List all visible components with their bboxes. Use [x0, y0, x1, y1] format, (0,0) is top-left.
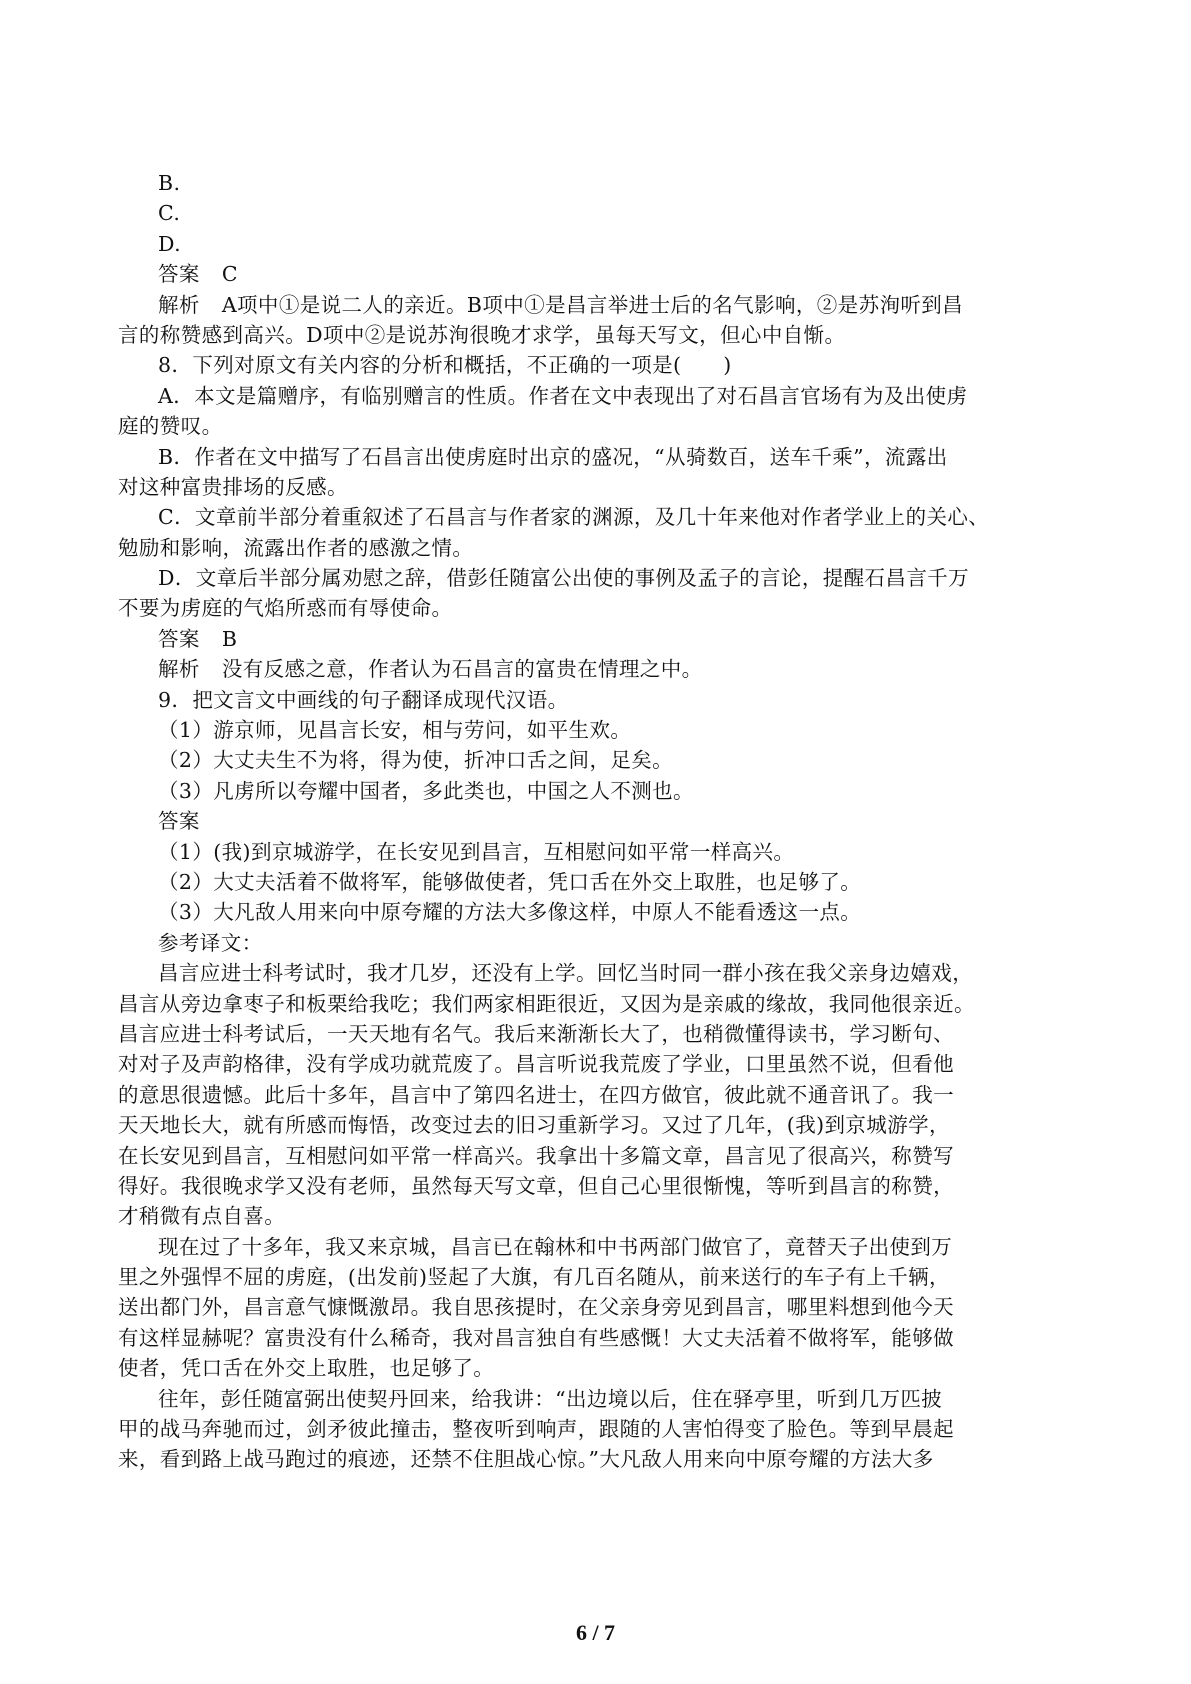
q9-sentence-3: （3）凡虏所以夸耀中国者，多此类也，中国之人不测也。	[158, 778, 694, 803]
option-c: C.	[158, 201, 181, 226]
answer-value: B	[221, 626, 238, 651]
q8-stem: 8．下列对原文有关内容的分析和概括，不正确的一项是( )	[158, 353, 732, 378]
q7-analysis-cont: 言的称赞感到高兴。D项中②是说苏洵很晚才求学，虽每天写文，但心中自惭。	[118, 322, 846, 347]
translation-line: 在长安见到昌言，互相慰问如平常一样高兴。我拿出十多篇文章，昌言见了很高兴，称赞写	[118, 1143, 954, 1168]
q8-analysis	[118, 654, 1080, 684]
q8-option-a-cont: 庭的赞叹。	[118, 414, 223, 439]
translation-line: 使者，凭口舌在外交上取胜，也足够了。	[118, 1356, 495, 1381]
answer-value: C	[221, 262, 238, 287]
q8-option-d: D．文章后半部分属劝慰之辞，借彭任随富公出使的事例及孟子的言论，提醒石昌言千万	[158, 566, 970, 591]
page-number: 6 / 7	[575, 1620, 616, 1645]
answer-label: 答案	[158, 626, 200, 651]
q8-option-d-cont: 不要为虏庭的气焰所惑而有辱使命。	[118, 596, 453, 621]
translation-line: 才稍微有点自喜。	[118, 1204, 286, 1229]
q8-option-b: B．作者在文中描写了石昌言出使虏庭时出京的盛况，“从骑数百，送车千乘”，流露出	[158, 444, 948, 469]
analysis-text: A项中①是说二人的亲近。B项中①是昌言举进士后的名气影响，②是苏洵听到昌	[221, 292, 964, 317]
q9-answer-3: （3）大凡敌人用来向中原夸耀的方法大多像这样，中原人不能看透这一点。	[158, 900, 862, 925]
document-body	[118, 168, 1080, 1475]
analysis-label: 解析	[158, 657, 200, 682]
translation-line: 甲的战马奔驰而过，剑矛彼此撞击，整夜听到响声，跟随的人害怕得变了脸色。等到早晨起	[118, 1417, 954, 1442]
q8-option-b-cont: 对这种富贵排场的反感。	[118, 474, 348, 499]
translation-line: 有这样显赫呢？富贵没有什么稀奇，我对昌言独自有些感慨！大丈夫活着不做将军，能够做	[118, 1325, 954, 1350]
option-b: B.	[158, 171, 181, 195]
q9-answer-2: （2）大丈夫活着不做将军，能够做使者，凭口舌在外交上取胜，也足够了。	[158, 869, 862, 894]
translation-line: 往年，彭任随富弼出使契丹回来，给我讲：“出边境以后，住在驿亭里，听到几万匹披	[158, 1386, 943, 1411]
answer-label: 答案	[158, 262, 200, 287]
q8-option-c-cont: 勉励和影响，流露出作者的感激之情。	[118, 535, 474, 560]
q9-stem: 9．把文言文中画线的句子翻译成现代汉语。	[158, 687, 569, 712]
translation-line: 的意思很遗憾。此后十多年，昌言中了第四名进士，在四方做官，彼此就不通音讯了。我一	[118, 1082, 954, 1107]
option-d: D.	[158, 231, 182, 256]
translation-line: 昌言应进士科考试后，一天天地有名气。我后来渐渐长大了，也稍微懂得读书，学习断句、	[118, 1021, 954, 1046]
q9-answer-1: （1）(我)到京城游学，在长安见到昌言，互相慰问如平常一样高兴。	[158, 839, 795, 864]
q9-answer-label: 答案	[158, 809, 200, 834]
translation-line: 现在过了十多年，我又来京城，昌言已在翰林和中书两部门做官了，竟替天子出使到万	[158, 1234, 953, 1259]
q7-analysis	[118, 290, 1080, 320]
q9-sentence-1: （1）游京师，见昌言长安，相与劳问，如平生欢。	[158, 718, 632, 743]
analysis-label: 解析	[158, 292, 200, 317]
q7-answer	[118, 259, 1080, 289]
q8-option-c: C．文章前半部分着重叙述了石昌言与作者家的渊源，及几十年来他对作者学业上的关心、	[158, 505, 990, 530]
analysis-text: 没有反感之意，作者认为石昌言的富贵在情理之中。	[221, 657, 703, 682]
translation-label: 参考译文：	[158, 930, 263, 955]
q9-sentence-2: （2）大丈夫生不为将，得为使，折冲口舌之间，足矣。	[158, 748, 674, 773]
translation-line: 里之外强悍不屈的虏庭，(出发前)竖起了大旗，有几百名随从，前来送行的车子有上千辆，	[118, 1265, 950, 1290]
translation-line: 天天地长大，就有所感而悔悟，改变过去的旧习重新学习。又过了几年，(我)到京城游学，	[118, 1113, 950, 1138]
translation-line: 昌言从旁边拿枣子和板栗给我吃；我们两家相距很近，又因为是亲戚的缘故，我同他很亲近。	[118, 991, 975, 1016]
translation-line: 得好。我很晚求学又没有老师，虽然每天写文章，但自己心里很惭愧，等听到昌言的称赞，	[118, 1173, 954, 1198]
translation-line: 对对子及声韵格律，没有学成功就荒废了。昌言听说我荒废了学业，口里虽然不说，但看他	[118, 1052, 954, 1077]
q8-answer	[118, 624, 1080, 654]
translation-line: 送出都门外，昌言意气慷慨激昂。我自思孩提时，在父亲身旁见到昌言，哪里料想到他今天	[118, 1295, 954, 1320]
translation-line: 来，看到路上战马跑过的痕迹，还禁不住胆战心惊。”大凡敌人用来向中原夸耀的方法大多	[118, 1447, 934, 1472]
q8-option-a: A．本文是篇赠序，有临别赠言的性质。作者在文中表现出了对石昌言官场有为及出使虏	[158, 383, 968, 408]
translation-line: 昌言应进士科考试时，我才几岁，还没有上学。回忆当时同一群小孩在我父亲身边嬉戏，	[158, 961, 974, 986]
